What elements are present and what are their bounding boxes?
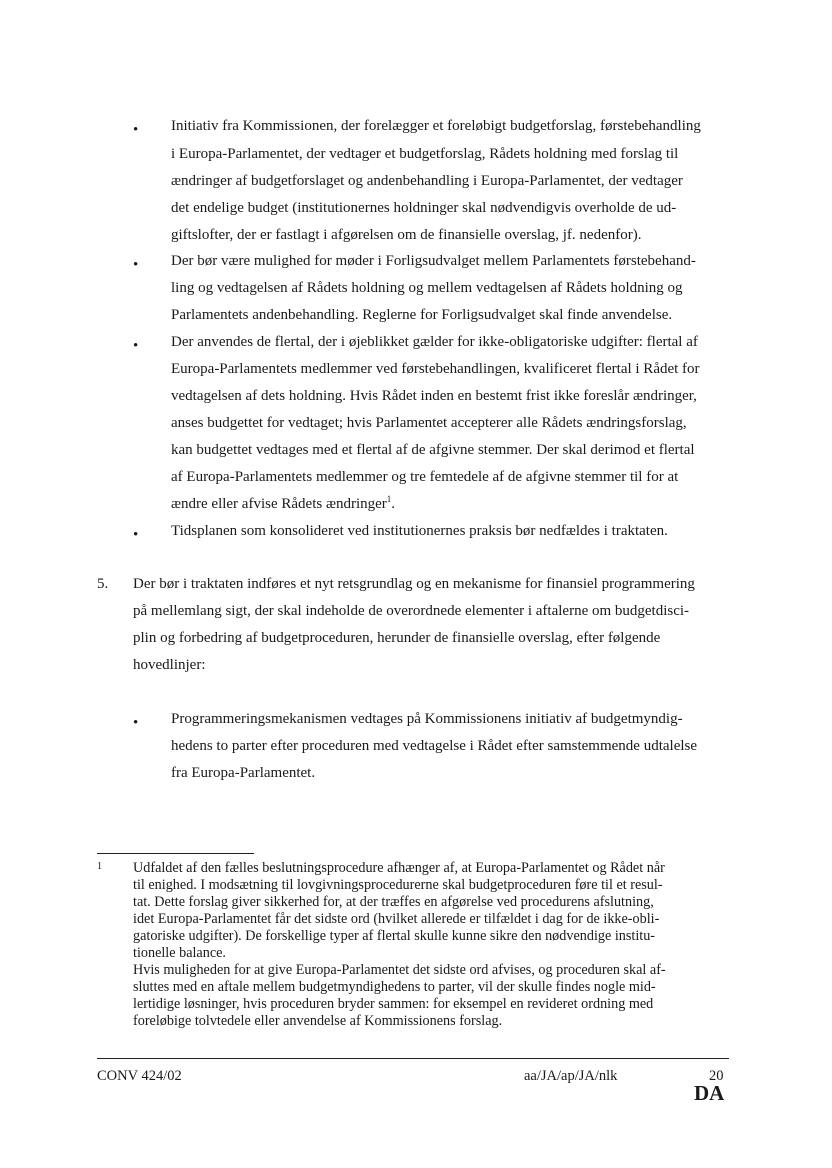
bullet-marker: • <box>133 122 139 138</box>
text-line: Initiativ fra Kommissionen, der forelægger et foreløbigt budgetforslag, førstebehandling <box>171 118 701 134</box>
text-line: plin og forbedring af budgetproceduren, herunder de finansielle overslag, efter følgende <box>133 630 661 646</box>
footer-separator <box>97 1058 729 1059</box>
text-line: Programmeringsmekanismen vedtages på Kommissionens initiativ af budgetmyndig- <box>171 711 683 727</box>
text-fragment: ændre eller afvise Rådets ændringer <box>171 496 387 512</box>
footnote-line: Udfaldet af den fælles beslutningsprocedure afhænger af, at Europa-Parlamentet og Rådet når <box>133 860 665 876</box>
footnote-line: sluttes med en aftale mellem budgetmyndighedens to parter, vil der skulle findes nogle mid- <box>133 979 656 995</box>
bullet-marker: • <box>133 338 139 354</box>
bullet-marker: • <box>133 527 139 543</box>
text-line: i Europa-Parlamentet, der vedtager et budgetforslag, Rådets holdning med forslag til <box>171 146 679 162</box>
footnote-line: gatoriske udgifter). De forskellige typer af flertal skulle kunne sikre den nødvendige institu- <box>133 928 656 944</box>
language-code: DA <box>694 1081 725 1105</box>
text-line: Der anvendes de flertal, der i øjeblikket gælder for ikke-obligatoriske udgifter: flertal af <box>171 334 698 350</box>
footnote-separator <box>97 853 254 854</box>
footnote-line: Hvis muligheden for at give Europa-Parlamentet det sidste ord afvises, og proceduren skal af- <box>133 962 666 978</box>
document-reference: CONV 424/02 <box>97 1068 182 1084</box>
text-line: Tidsplanen som konsolideret ved institutionernes praksis bør nedfældes i traktaten. <box>171 523 668 539</box>
text-line: ling og vedtagelsen af Rådets holdning og mellem vedtagelsen af Rådets holdning og <box>171 280 683 296</box>
footnote-line: tat. Dette forslag giver sikkerhed for, at der træffes en afgørelse ved procedurens afslutning, <box>133 894 654 910</box>
text-line: anses budgettet for vedtaget; hvis Parlamentet accepterer alle Rådets ændringsforslag, <box>171 415 687 431</box>
footnote-line: tionelle balance. <box>133 945 226 961</box>
footnote-reference[interactable]: 1 <box>386 494 392 504</box>
text-line: på mellemlang sigt, der skal indeholde de overordnede elementer i aftalerne om budgetdisci- <box>133 603 690 619</box>
text-line: hedens to parter efter proceduren med vedtagelse i Rådet efter samstemmende udtalelse <box>171 738 698 754</box>
page-number: 20 <box>709 1068 724 1084</box>
bullet-marker: • <box>133 257 139 273</box>
text-line: Parlamentets andenbehandling. Reglerne for Forligsudvalget skal finde anvendelse. <box>171 307 673 323</box>
text-line: Der bør i traktaten indføres et nyt retsgrundlag og en mekanisme for finansiel programmering <box>133 576 695 592</box>
footnote-line: til enighed. I modsætning til lovgivningsprocedurerne skal budgetproceduren føre til et resul- <box>133 877 663 893</box>
text-line: ændringer af budgetforslaget og andenbehandling i Europa-Parlamentet, der vedtager <box>171 173 683 189</box>
paragraph-number: 5. <box>97 576 109 592</box>
text-line: det endelige budget (institutionernes holdninger skal nødvendigvis overholde de ud- <box>171 200 677 216</box>
footnote-line: idet Europa-Parlamentet får det sidste ord (hvilket allerede er tilfældet i dag for de ikke-obli- <box>133 911 660 927</box>
text-line: vedtagelsen af dets holdning. Hvis Rådet inden en bestemt frist ikke foreslår ændringer, <box>171 388 697 404</box>
text-line-with-footnote <box>171 495 395 513</box>
text-line: hovedlinjer: <box>133 657 206 673</box>
author-initials: aa/JA/ap/JA/nlk <box>524 1068 618 1084</box>
text-line: Europa-Parlamentets medlemmer ved førstebehandlingen, kvalificeret flertal i Rådet for <box>171 361 700 377</box>
bullet-marker: • <box>133 715 139 731</box>
text-line: Der bør være mulighed for møder i Forligsudvalget mellem Parlamentets førstebehand- <box>171 253 696 269</box>
footnote-line: lertidige løsninger, hvis proceduren bryder sammen: for eksempel en revideret ordning med <box>133 996 654 1012</box>
text-line: giftslofter, der er fastlagt i afgørelsen om de finansielle overslag, jf. nedenfor). <box>171 227 642 243</box>
footnote-number: 1 <box>97 861 102 872</box>
text-line: fra Europa-Parlamentet. <box>171 765 316 781</box>
text-fragment: . <box>391 496 396 512</box>
text-line: kan budgettet vedtages med et flertal af de afgivne stemmer. Der skal derimod et flertal <box>171 442 695 458</box>
footnote-line: foreløbige tolvtedele eller anvendelse af Kommissionens forslag. <box>133 1013 503 1029</box>
text-line: af Europa-Parlamentets medlemmer og tre femtedele af de afgivne stemmer til for at <box>171 469 679 485</box>
